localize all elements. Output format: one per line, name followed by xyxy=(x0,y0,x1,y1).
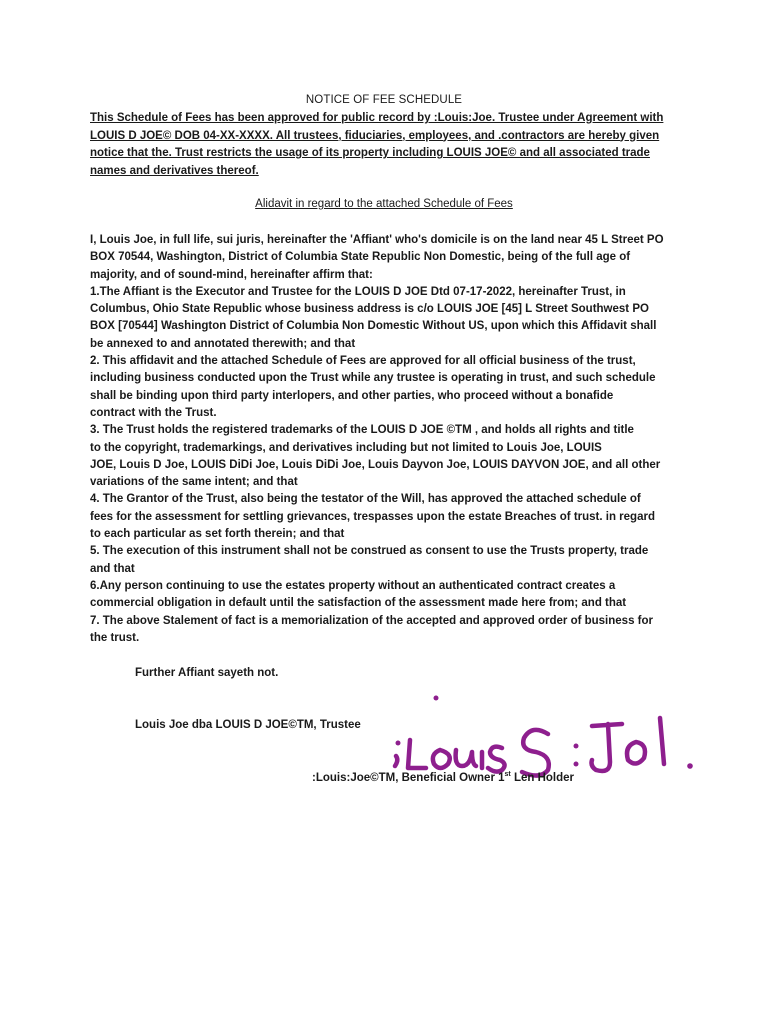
affidavit-body xyxy=(90,232,680,647)
body-line: and that xyxy=(90,562,135,575)
body-line: the trust. xyxy=(90,631,140,644)
body-line: I, Louis Joe, in full life, sui juris, hereinafter the 'Affiant' who's domicile is on the land near 45 L Street PO xyxy=(90,234,664,246)
body-line: to the copyright, trademarkings, and derivatives including but not limited to Louis Joe, LOUIS xyxy=(90,441,602,454)
body-line: BOX [70544] Washington District of Columbia Non Domestic Without US, upon which this Affidavit shall xyxy=(90,320,657,333)
body-line: JOE, Louis D Joe, LOUIS DiDi Joe, Louis DiDi Joe, Louis Dayvon Joe, LOUIS DAYVON JOE, and all other xyxy=(90,458,661,471)
body-line: variations of the same intent; and that xyxy=(90,476,298,489)
notice-title: NOTICE OF FEE SCHEDULE xyxy=(305,94,463,106)
trustee-signature-line: Louis Joe dba LOUIS D JOE©TM, Trustee xyxy=(135,719,361,731)
notice-line: names and derivatives thereof. xyxy=(90,164,259,177)
signature-strokes xyxy=(395,696,693,776)
owner-superscript: st xyxy=(504,771,511,778)
body-line: 4. The Grantor of the Trust, also being the testator of the Will, has approved the attached schedule of xyxy=(90,493,641,506)
owner-text-end: Len Holder xyxy=(510,771,575,784)
body-line: 1.The Affiant is the Executor and Trustee for the LOUIS D JOE Dtd 07-17-2022, hereinafter Trust, in xyxy=(90,285,626,298)
body-line: Columbus, Ohio State Republic whose business address is c/o LOUIS JOE [45] L Street Southwest PO xyxy=(90,303,649,316)
notice-paragraph xyxy=(90,110,680,180)
further-affiant-line: Further Affiant sayeth not. xyxy=(135,667,279,679)
body-line: contract with the Trust. xyxy=(90,406,217,419)
body-line: shall be binding upon third party interlopers, and other parties, who proceed without a bonafide xyxy=(90,389,614,402)
body-line: including business conducted upon the Trust while any trustee is operating in trust, and such schedule xyxy=(90,372,656,385)
body-line: 5. The execution of this instrument shall not be construed as consent to use the Trusts property, trade xyxy=(90,545,649,558)
body-line: 2. This affidavit and the attached Schedule of Fees are approved for all official business of the trust, xyxy=(90,355,636,368)
body-line: BOX 70544, Washington, District of Columbia State Republic Non Domestic, being of the full age of xyxy=(90,251,631,264)
notice-line: notice that the. Trust restricts the usage of its property including LOUIS JOE© and all associated trade xyxy=(90,147,650,159)
body-line: fees for the assessment for settling grievances, trespasses upon the estate Breaches of trust. in regard xyxy=(90,510,655,523)
body-line: 6.Any person continuing to use the estates property without an authenticated contract creates a xyxy=(90,579,616,592)
body-line: 3. The Trust holds the registered trademarks of the LOUIS D JOE ©TM , and holds all rights and title xyxy=(90,424,634,437)
body-line: be annexed to and annotated therewith; and that xyxy=(90,337,356,350)
beneficial-owner-line xyxy=(312,771,574,784)
body-line: majority, and of sound-mind, hereinafter affirm that: xyxy=(90,268,373,281)
notice-line: LOUIS D JOE© DOB 04-XX-XXXX. All trustees, fiduciaries, employees, and .contractors are hereby given xyxy=(90,129,660,142)
body-line: to each particular as set forth therein; and that xyxy=(90,528,345,541)
body-line: commercial obligation in default until the satisfaction of the assessment made here from; and that xyxy=(90,597,627,610)
body-line: 7. The above Stalement of fact is a memorialization of the accepted and approved order of business for xyxy=(90,614,653,627)
owner-text: :Louis:Joe©TM, Beneficial Owner 1 xyxy=(312,771,505,784)
affidavit-heading: Alidavit in regard to the attached Schedule of Fees xyxy=(255,198,513,210)
notice-line: This Schedule of Fees has been approved for public record by :Louis:Joe. Trustee under Agreement with xyxy=(90,112,664,124)
